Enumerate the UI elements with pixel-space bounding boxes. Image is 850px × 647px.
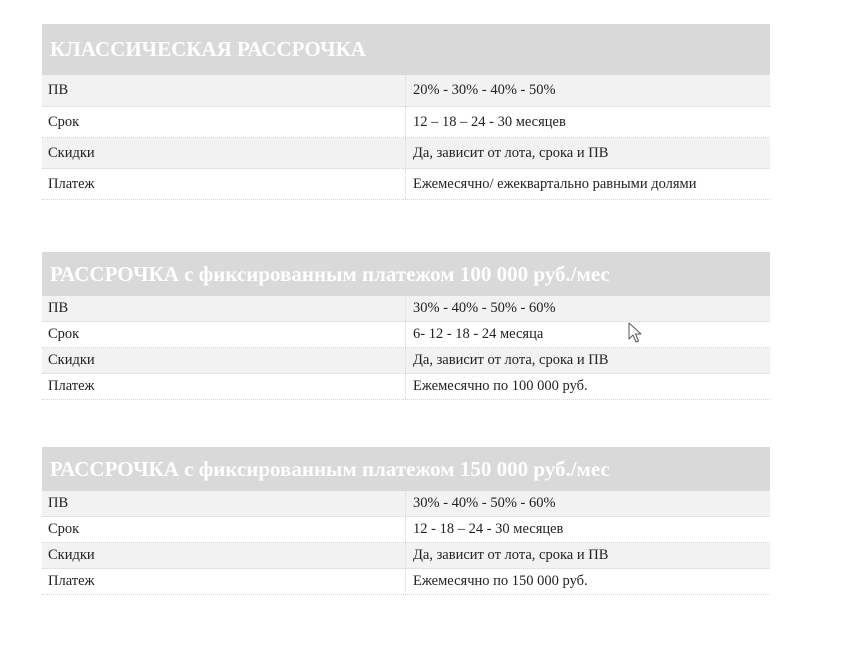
- row-label: Платеж: [42, 569, 406, 594]
- row-value: 12 – 18 – 24 - 30 месяцев: [413, 113, 566, 130]
- table-row: [42, 296, 770, 322]
- plan-rows: [42, 296, 770, 400]
- row-label: ПВ: [42, 296, 406, 321]
- row-value: Да, зависит от лота, срока и ПВ: [413, 144, 609, 161]
- row-value: 30% - 40% - 50% - 60%: [413, 300, 556, 316]
- row-value: 12 - 18 – 24 - 30 месяцев: [413, 521, 564, 537]
- row-value: 20% - 30% - 40% - 50%: [413, 82, 556, 98]
- table-row: [42, 107, 770, 138]
- row-value: Да, зависит от лота, срока и ПВ: [413, 547, 609, 563]
- table-row: [42, 491, 770, 517]
- row-label: Платеж: [42, 169, 406, 199]
- row-label: Скидки: [42, 138, 406, 168]
- row-label: Скидки: [42, 543, 406, 568]
- row-value: Ежемесячно/ ежеквартально равными долями: [413, 175, 697, 192]
- plan-title: РАССРОЧКА с фиксированным платежом 150 000 руб./мес: [42, 447, 770, 491]
- row-label: ПВ: [42, 75, 406, 106]
- row-label: Срок: [42, 107, 406, 137]
- table-row: [42, 374, 770, 400]
- row-value: Ежемесячно по 100 000 руб.: [413, 378, 588, 394]
- plan-title: КЛАССИЧЕСКАЯ РАССРОЧКА: [42, 24, 770, 75]
- row-label: Срок: [42, 322, 406, 347]
- row-value: Да, зависит от лота, срока и ПВ: [413, 352, 609, 368]
- row-label: ПВ: [42, 491, 406, 516]
- table-row: [42, 517, 770, 543]
- row-label: Платеж: [42, 374, 406, 399]
- plan-rows: [42, 75, 770, 200]
- row-value: 6- 12 - 18 - 24 месяца: [413, 326, 544, 342]
- plan-title: РАССРОЧКА с фиксированным платежом 100 000 руб./мес: [42, 252, 770, 296]
- table-row: [42, 569, 770, 595]
- row-label: Скидки: [42, 348, 406, 373]
- row-value: 30% - 40% - 50% - 60%: [413, 495, 556, 511]
- plan-fixed-100000: [42, 252, 770, 400]
- table-row: [42, 138, 770, 169]
- table-row: [42, 322, 770, 348]
- row-label: Срок: [42, 517, 406, 542]
- mouse-pointer-icon: [628, 322, 644, 344]
- plan-classic: [42, 24, 770, 200]
- table-row: [42, 543, 770, 569]
- table-row: [42, 75, 770, 107]
- table-row: [42, 348, 770, 374]
- plan-rows: [42, 491, 770, 595]
- plan-fixed-150000: [42, 447, 770, 595]
- row-value: Ежемесячно по 150 000 руб.: [413, 573, 588, 589]
- table-row: [42, 169, 770, 200]
